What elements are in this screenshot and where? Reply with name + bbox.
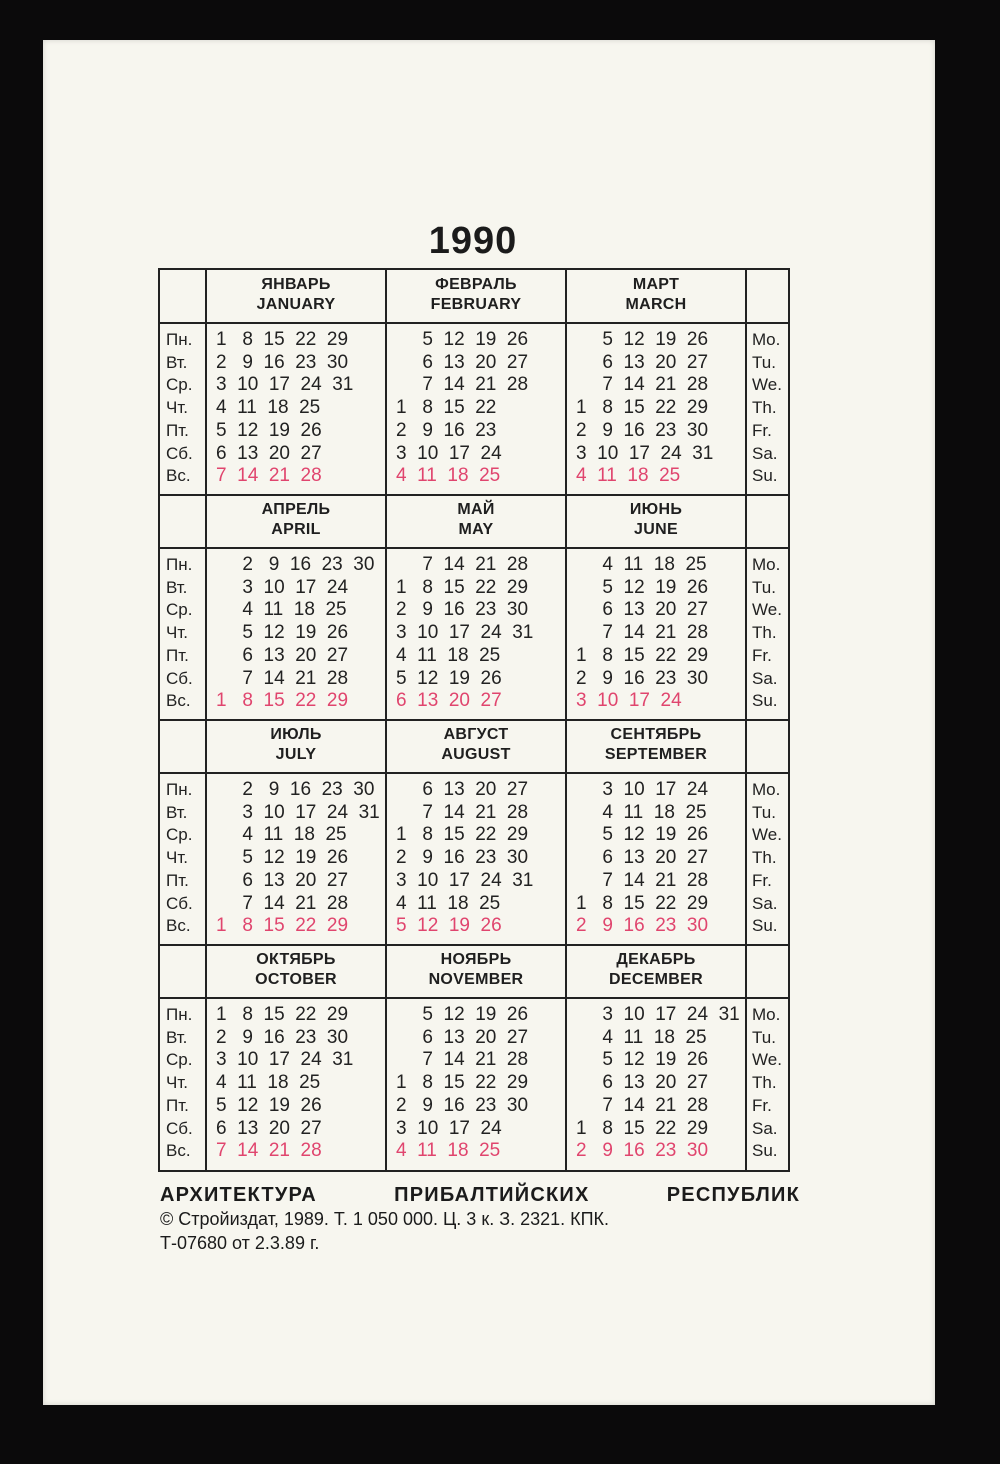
month-day-row: 4 11 18 25 — [396, 1140, 501, 1162]
month-day-row: 2 9 16 23 30 — [396, 847, 529, 869]
month-day-row: 2 9 16 23 30 — [216, 1026, 349, 1048]
month-day-row: 5 12 19 26 — [576, 576, 709, 598]
publisher-imprint: © Стройиздат, 1989. Т. 1 050 000. Ц. 3 к. З. 2321. КПК. — [160, 1209, 610, 1229]
month-day-row: 3 10 17 24 — [576, 779, 709, 800]
month-day-row: 4 11 18 25 — [216, 1072, 321, 1094]
month-day-row: 6 13 20 27 — [396, 351, 529, 373]
month-day-row: 2 9 16 23 30 — [216, 351, 349, 373]
day-label-ru: Пт. — [166, 645, 189, 665]
day-label-ru: Вс. — [166, 691, 191, 711]
month-day-row: 7 14 21 28 — [396, 554, 529, 575]
month-day-row: 5 12 19 26 — [216, 419, 322, 441]
day-label-ru: Ср. — [166, 1050, 193, 1070]
month-day-row: 2 9 16 23 30 — [576, 915, 709, 937]
month-day-row: 1 8 15 22 29 — [396, 576, 529, 598]
day-label-ru: Чт. — [166, 398, 188, 418]
publisher-footer — [160, 1184, 800, 1255]
day-label-ru: Сб. — [166, 443, 193, 463]
month-day-row: 2 9 16 23 30 — [216, 779, 375, 800]
month-day-row: 2 9 16 23 30 — [576, 667, 709, 689]
calendar-year: 1990 — [428, 220, 518, 262]
day-label-ru: Ср. — [166, 375, 193, 395]
month-day-row: 7 14 21 28 — [216, 667, 349, 689]
month-day-row: 1 8 15 22 29 — [216, 690, 349, 712]
month-day-row: 3 10 17 24 31 — [576, 442, 714, 464]
month-day-row: 5 12 19 26 — [576, 329, 709, 350]
month-name-en: OCTOBER — [255, 971, 337, 988]
month-day-row: 1 8 15 22 29 — [216, 915, 349, 937]
day-label-en: Th. — [752, 1073, 777, 1093]
day-label-en: Tu. — [752, 802, 776, 822]
month-day-row: 6 13 20 27 — [396, 1026, 529, 1048]
month-day-row: 6 13 20 27 — [576, 351, 709, 373]
month-header — [566, 950, 746, 990]
title-word: РЕСПУБЛИК — [666, 1184, 800, 1206]
day-label-en: Sa. — [752, 668, 778, 688]
day-label-en: We. — [752, 375, 782, 395]
month-name-ru: ЯНВАРЬ — [261, 276, 331, 293]
day-label-ru: Сб. — [166, 1118, 193, 1138]
month-day-row: 4 11 18 25 — [576, 465, 681, 487]
day-label-en: Th. — [752, 623, 777, 643]
month-name-ru: МАЙ — [457, 501, 495, 518]
day-label-ru: Пн. — [166, 1005, 193, 1024]
month-day-row: 4 11 18 25 — [576, 554, 707, 575]
month-day-row: 4 11 18 25 — [396, 644, 501, 666]
day-label-ru: Вс. — [166, 1141, 191, 1161]
month-header — [566, 500, 746, 540]
month-name-en: DECEMBER — [609, 971, 703, 988]
day-label-en: Th. — [752, 848, 777, 868]
month-day-row: 4 11 18 25 — [216, 397, 321, 419]
month-day-row: 5 12 19 26 — [216, 1094, 322, 1116]
month-name-en: SEPTEMBER — [604, 746, 708, 763]
month-day-row: 4 11 18 25 — [216, 824, 347, 846]
month-day-row: 2 9 16 23 30 — [396, 599, 529, 621]
publisher-title — [160, 1184, 800, 1207]
month-day-row: 4 11 18 25 — [576, 1026, 707, 1048]
month-day-row: 2 9 16 23 30 — [396, 1094, 529, 1116]
month-day-row: 3 10 17 24 31 — [576, 1004, 740, 1025]
day-label-ru: Сб. — [166, 893, 193, 913]
month-day-row: 5 12 19 26 — [576, 1049, 709, 1071]
grid-header-divider — [160, 322, 788, 324]
month-day-row: 1 8 15 22 29 — [216, 329, 349, 350]
day-label-ru: Пт. — [166, 1095, 189, 1115]
month-header — [386, 275, 566, 315]
day-label-ru: Вт. — [166, 802, 188, 822]
month-day-row: 7 14 21 28 — [216, 465, 322, 487]
month-day-row: 3 10 17 24 31 — [396, 622, 534, 644]
month-header — [206, 725, 386, 765]
month-name-ru: АВГУСТ — [443, 726, 509, 743]
month-day-row: 7 14 21 28 — [216, 892, 349, 914]
day-label-en: Fr. — [752, 870, 772, 890]
month-day-row: 6 13 20 27 — [576, 1072, 709, 1094]
month-day-row: 2 9 16 23 30 — [216, 554, 375, 575]
day-label-ru: Вт. — [166, 577, 188, 597]
month-name-ru: ДЕКАБРЬ — [616, 951, 696, 968]
day-label-ru: Вт. — [166, 1027, 188, 1047]
month-day-row: 5 12 19 26 — [396, 329, 529, 350]
month-day-row: 3 10 17 24 31 — [216, 1049, 354, 1071]
month-day-row: 2 9 16 23 30 — [576, 419, 709, 441]
day-label-ru: Вт. — [166, 352, 188, 372]
month-header — [206, 950, 386, 990]
month-day-row: 7 14 21 28 — [576, 374, 709, 396]
month-name-en: JANUARY — [256, 296, 336, 313]
day-label-en: Fr. — [752, 1095, 772, 1115]
month-header — [206, 500, 386, 540]
calendar-grid — [158, 268, 790, 1172]
day-label-en: Tu. — [752, 352, 776, 372]
month-day-row: 6 13 20 27 — [216, 869, 349, 891]
month-day-row: 7 14 21 28 — [576, 869, 709, 891]
day-label-ru: Пт. — [166, 420, 189, 440]
day-label-en: Sa. — [752, 1118, 778, 1138]
month-name-en: AUGUST — [441, 746, 511, 763]
month-header — [206, 275, 386, 315]
month-name-en: NOVEMBER — [428, 971, 524, 988]
month-day-row: 3 10 17 24 31 — [216, 801, 380, 823]
month-name-ru: МАРТ — [632, 276, 680, 293]
month-day-row: 7 14 21 28 — [396, 1049, 529, 1071]
day-label-ru: Пн. — [166, 330, 193, 349]
month-name-en: MARCH — [625, 296, 687, 313]
grid-quarter-divider — [160, 719, 788, 721]
month-name-en: MAY — [458, 521, 494, 538]
month-day-row: 5 12 19 26 — [396, 915, 502, 937]
day-label-en: Sa. — [752, 893, 778, 913]
day-label-ru: Ср. — [166, 825, 193, 845]
month-day-row: 2 9 16 23 — [396, 419, 497, 441]
month-day-row: 1 8 15 22 29 — [396, 1072, 529, 1094]
day-label-ru: Вс. — [166, 916, 191, 936]
month-day-row: 1 8 15 22 29 — [576, 397, 709, 419]
month-day-row: 1 8 15 22 29 — [396, 824, 529, 846]
day-label-en: Su. — [752, 691, 778, 711]
day-label-en: Mo. — [752, 1005, 781, 1024]
title-word: АРХИТЕКТУРА — [160, 1184, 317, 1206]
month-day-row: 3 10 17 24 31 — [216, 374, 354, 396]
day-label-en: Mo. — [752, 330, 781, 349]
day-label-en: Su. — [752, 466, 778, 486]
day-label-en: Fr. — [752, 645, 772, 665]
month-day-row: 7 14 21 28 — [396, 374, 529, 396]
day-label-en: Tu. — [752, 577, 776, 597]
grid-quarter-divider — [160, 494, 788, 496]
month-name-ru: СЕНТЯБРЬ — [610, 726, 702, 743]
month-day-row: 1 8 15 22 — [396, 397, 497, 419]
month-day-row: 7 14 21 28 — [396, 801, 529, 823]
month-header — [386, 950, 566, 990]
month-day-row: 1 8 15 22 29 — [576, 644, 709, 666]
day-label-ru: Пт. — [166, 870, 189, 890]
month-day-row: 7 14 21 28 — [576, 622, 709, 644]
day-label-ru: Вс. — [166, 466, 191, 486]
month-day-row: 6 13 20 27 — [216, 1117, 322, 1139]
day-label-en: We. — [752, 825, 782, 845]
month-name-ru: ИЮЛЬ — [270, 726, 322, 743]
month-day-row: 1 8 15 22 29 — [576, 892, 709, 914]
month-day-row: 4 11 18 25 — [396, 465, 501, 487]
month-name-ru: ОКТЯБРЬ — [256, 951, 336, 968]
month-day-row: 5 12 19 26 — [396, 667, 502, 689]
day-label-en: We. — [752, 600, 782, 620]
month-day-row: 4 11 18 25 — [396, 892, 501, 914]
month-day-row: 5 12 19 26 — [216, 847, 349, 869]
day-label-ru: Чт. — [166, 848, 188, 868]
month-day-row: 3 10 17 24 — [396, 442, 502, 464]
publisher-license: Т-07680 от 2.3.89 г. — [160, 1233, 320, 1253]
month-header — [566, 275, 746, 315]
day-label-ru: Чт. — [166, 623, 188, 643]
month-day-row: 2 9 16 23 30 — [576, 1140, 709, 1162]
month-day-row: 3 10 17 24 — [216, 576, 349, 598]
month-name-ru: НОЯБРЬ — [440, 951, 512, 968]
month-day-row: 6 13 20 27 — [396, 779, 529, 800]
day-label-ru: Пн. — [166, 555, 193, 574]
grid-header-divider — [160, 547, 788, 549]
day-label-ru: Сб. — [166, 668, 193, 688]
day-label-ru: Ср. — [166, 600, 193, 620]
day-label-en: Th. — [752, 398, 777, 418]
day-label-en: Fr. — [752, 420, 772, 440]
grid-quarter-divider — [160, 944, 788, 946]
month-day-row: 7 14 21 28 — [576, 1094, 709, 1116]
month-day-row: 7 14 21 28 — [216, 1140, 322, 1162]
grid-header-divider — [160, 997, 788, 999]
day-label-ru: Пн. — [166, 780, 193, 799]
month-day-row: 5 12 19 26 — [576, 824, 709, 846]
month-day-row: 1 8 15 22 29 — [576, 1117, 709, 1139]
month-day-row: 3 10 17 24 31 — [396, 869, 534, 891]
month-day-row: 6 13 20 27 — [396, 690, 502, 712]
title-word: ПРИБАЛТИЙСКИХ — [394, 1184, 590, 1206]
month-header — [386, 725, 566, 765]
month-day-row: 6 13 20 27 — [216, 442, 322, 464]
month-day-row: 6 13 20 27 — [576, 599, 709, 621]
day-label-en: Tu. — [752, 1027, 776, 1047]
month-header — [566, 725, 746, 765]
month-day-row: 3 10 17 24 — [396, 1117, 502, 1139]
day-label-ru: Чт. — [166, 1073, 188, 1093]
month-day-row: 6 13 20 27 — [576, 847, 709, 869]
grid-header-divider — [160, 772, 788, 774]
day-label-en: Mo. — [752, 555, 781, 574]
day-label-en: Mo. — [752, 780, 781, 799]
month-day-row: 1 8 15 22 29 — [216, 1004, 349, 1025]
month-day-row: 5 12 19 26 — [216, 622, 349, 644]
day-label-en: Su. — [752, 1141, 778, 1161]
day-label-en: Sa. — [752, 443, 778, 463]
month-name-en: JUNE — [634, 521, 678, 538]
month-day-row: 5 12 19 26 — [396, 1004, 529, 1025]
month-day-row: 4 11 18 25 — [576, 801, 707, 823]
month-header — [386, 500, 566, 540]
month-name-en: JULY — [275, 746, 317, 763]
month-name-ru: ФЕВРАЛЬ — [435, 276, 517, 293]
day-label-en: We. — [752, 1050, 782, 1070]
day-label-en: Su. — [752, 916, 778, 936]
month-name-en: APRIL — [271, 521, 321, 538]
month-name-ru: АПРЕЛЬ — [261, 501, 331, 518]
month-day-row: 4 11 18 25 — [216, 599, 347, 621]
month-name-ru: ИЮНЬ — [629, 501, 683, 518]
month-day-row: 3 10 17 24 — [576, 690, 682, 712]
month-name-en: FEBRUARY — [430, 296, 522, 313]
month-day-row: 6 13 20 27 — [216, 644, 349, 666]
